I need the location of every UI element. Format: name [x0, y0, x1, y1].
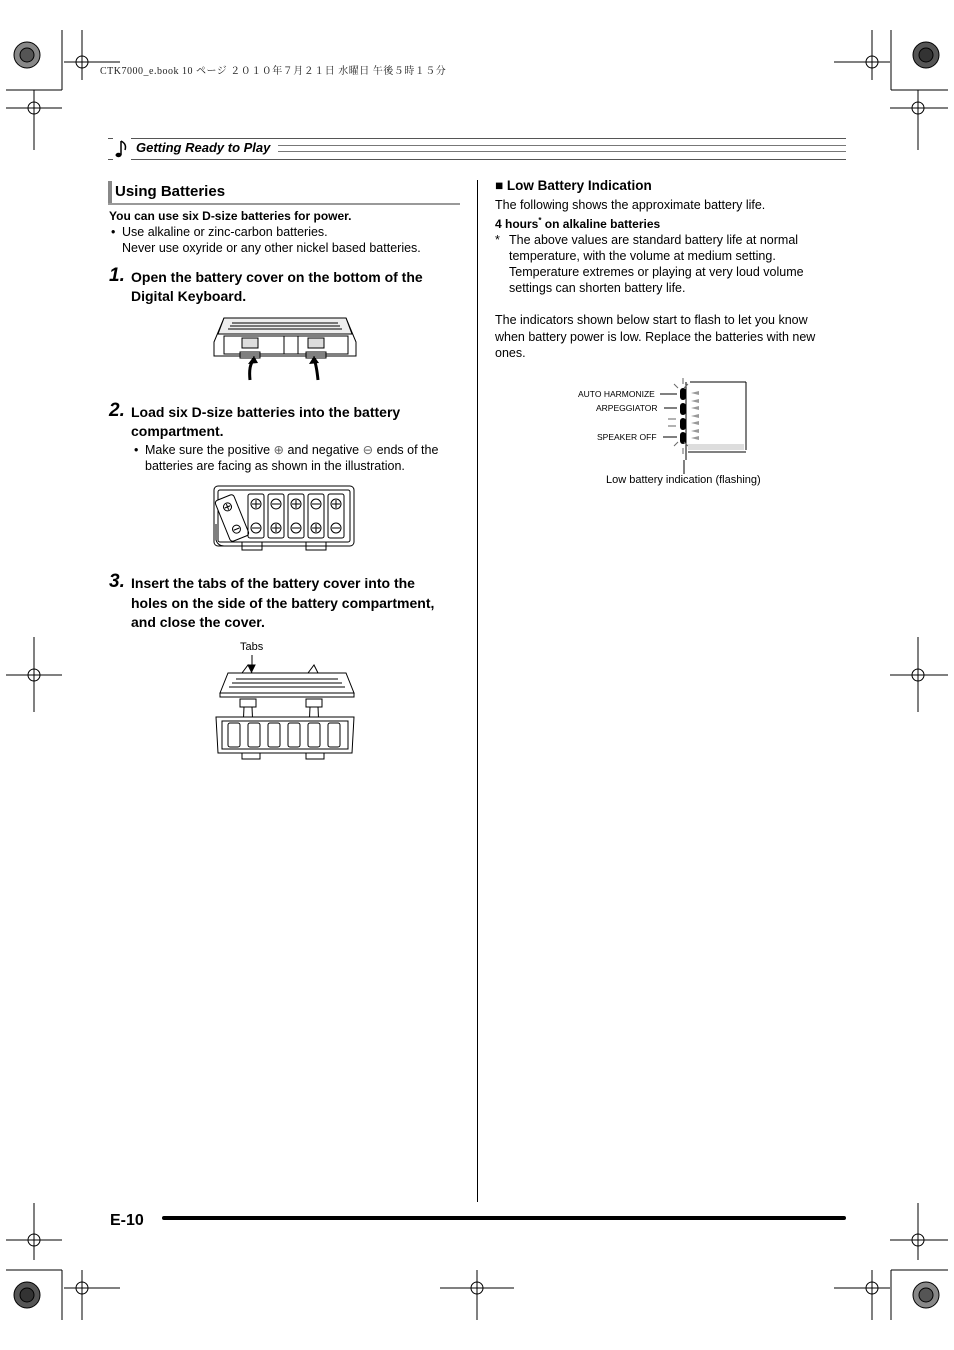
column-divider [477, 180, 478, 1202]
intro-bold: You can use six D-size batteries for power. [109, 209, 352, 223]
lcd-label-speaker-off: SPEAKER OFF [597, 432, 657, 442]
battery-hours [495, 213, 660, 232]
page-number: E-10 [110, 1212, 144, 1229]
lcd-label-arpeggiator: ARPEGGIATOR [596, 403, 658, 413]
step-2-bullet-a: Make sure the positive [145, 443, 271, 457]
print-info: CTK7000_e.book 10 ページ ２０１０年７月２１日 水曜日 午後５時１５分 [100, 66, 447, 77]
battery-life-intro: The following shows the approximate battery life. [495, 198, 766, 212]
hours-value: 4 hours [495, 217, 539, 231]
step-3-number: 3. [109, 571, 125, 592]
crosshair-icon [834, 30, 890, 80]
square-bullet-icon: ■ [495, 178, 504, 193]
bullet-dot: • [111, 225, 116, 239]
minus-symbol-icon: ⊖ [362, 443, 374, 457]
step-2-number: 2. [109, 400, 125, 421]
step-3-line-3: and close the cover. [131, 614, 265, 630]
step-3-line-2: holes on the side of the battery compartment, [131, 595, 435, 611]
step-2-bullet-line-2: batteries are facing as shown in the illustration. [145, 459, 405, 473]
battery-cover-illustration [212, 312, 358, 382]
crosshair-icon [6, 1203, 62, 1260]
crosshair-icon [834, 1270, 890, 1320]
bullet-dot: • [134, 443, 139, 457]
crosshair-icon [890, 637, 948, 712]
step-3-line-1: Insert the tabs of the battery cover into the [131, 575, 415, 591]
step-2-bullet [145, 442, 438, 458]
subhead [495, 178, 652, 193]
corner-target-icon [14, 42, 40, 68]
step-2-bullet-c: ends of the [376, 443, 439, 457]
intro-bullet-2: Never use oxyride or any other nickel based batteries. [122, 241, 421, 255]
battery-compartment-illustration [212, 484, 356, 556]
note-line-2: temperature, with the volume at medium setting. [509, 249, 776, 263]
music-note-icon [113, 138, 131, 160]
crosshair-icon [64, 1270, 120, 1320]
subhead-text: Low Battery Indication [506, 178, 652, 193]
crosshair-icon [6, 637, 62, 712]
lcd-indicator-diagram [570, 374, 760, 476]
indicator-para-1: The indicators shown below start to flash to let you know [495, 313, 808, 327]
note-line-4: settings can shorten battery life. [509, 281, 686, 295]
section-heading [108, 181, 460, 205]
plus-symbol-icon: ⊕ [273, 443, 285, 457]
corner-target-icon [14, 1282, 40, 1308]
section-title: Using Batteries [115, 183, 226, 200]
step-2-line-1: Load six D-size batteries into the battery [131, 404, 401, 420]
page-header-title: Getting Ready to Play [136, 140, 274, 155]
hours-rest: on alkaline batteries [541, 217, 661, 231]
indicator-para-2: when battery power is low. Replace the batteries with new [495, 330, 816, 344]
crosshair-icon [890, 90, 948, 150]
step-2-line-2: compartment. [131, 423, 224, 439]
note-line-1: The above values are standard battery life at normal [509, 233, 799, 247]
note-line-3: Temperature extremes or playing at very loud volume [509, 265, 804, 279]
step-1-line-1: Open the battery cover on the bottom of the [131, 269, 423, 285]
footer-rule [162, 1216, 846, 1220]
note-mark: * [495, 233, 500, 247]
corner-target-icon [913, 1282, 939, 1308]
battery-cover-close-illustration [212, 655, 358, 763]
corner-target-icon [913, 42, 939, 68]
step-1-line-2: Digital Keyboard. [131, 288, 247, 304]
crosshair-icon [440, 1270, 514, 1320]
intro-bullet-1: Use alkaline or zinc-carbon batteries. [122, 225, 328, 239]
crosshair-icon [6, 90, 62, 150]
lcd-caption: Low battery indication (flashing) [606, 474, 761, 486]
lcd-label-auto-harmonize: AUTO HARMONIZE [578, 389, 655, 399]
hours-footnote-mark: * [538, 216, 542, 225]
tabs-label: Tabs [240, 641, 264, 653]
crosshair-icon [890, 1203, 948, 1260]
indicator-para-3: ones. [495, 346, 526, 360]
step-2-bullet-b: and negative [287, 443, 360, 457]
step-1-number: 1. [109, 265, 125, 286]
